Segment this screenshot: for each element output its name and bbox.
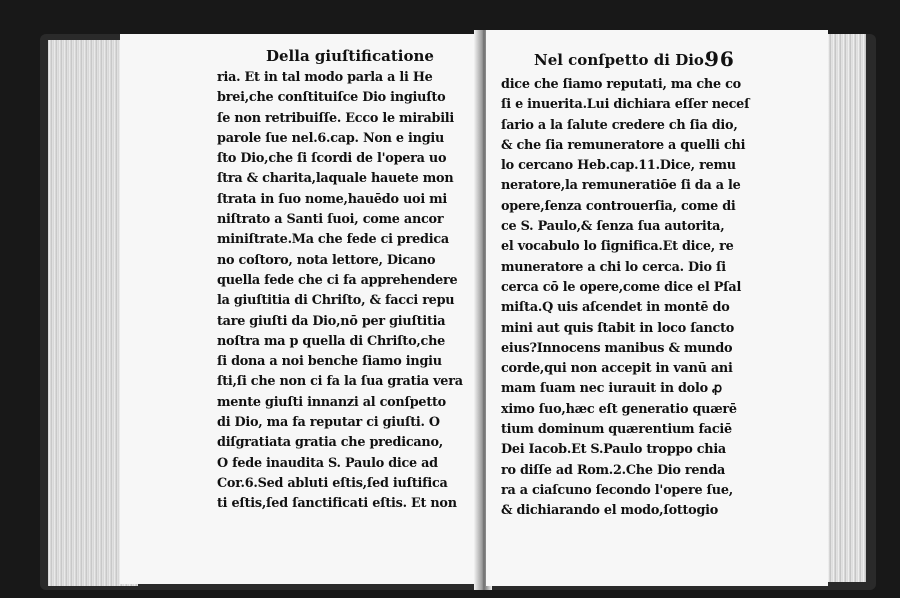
left-page-text — [217, 68, 465, 515]
text-line: Cor.6.Sed abluti eſtis,ſed iuſtifica — [217, 475, 448, 491]
text-line: ſtrata in ſuo nome,hauēdo uoi mi — [217, 191, 448, 207]
text-line: brei,che conſtituiſce Dio ingiuſto — [217, 90, 446, 106]
text-line: ximo ſuo,hæc eſt generatio quærē — [501, 401, 737, 417]
text-line: quella fede che ci fa apprehendere — [217, 272, 458, 288]
text-line: noſtra ma p quella di Chriſto,che — [217, 333, 446, 349]
text-line: & dichiarando el modo,ſottogio — [501, 503, 719, 519]
text-line: lo cercano Heb.cap.11.Dice, remu — [501, 158, 736, 174]
text-line: no coſtoro, nota lettore, Dicano — [217, 252, 436, 268]
text-line: ſti,ſi che non ci fa la ſua gratia vera — [217, 374, 463, 390]
text-line: neratore,la remuneratiōe ſi da a le — [501, 178, 741, 194]
text-line: ſto Dio,che ſi ſcordi de l'opera uo — [217, 151, 447, 167]
text-line: niſtrato a Santi ſuoi, come ancor — [217, 212, 444, 228]
text-line: parole ſue nel.6.cap. Non e ingiu — [217, 130, 445, 146]
left-running-head: Della giuſtificatione — [266, 47, 434, 65]
text-line: miniſtrate.Ma che fede ci predica — [217, 232, 449, 248]
text-line: tare giuſti da Dio,nō per giuſtitia — [217, 313, 446, 329]
text-line: ra a ciaſcuno ſecondo l'opere ſue, — [501, 482, 733, 498]
text-line: ſi dona a noi benche ſiamo ingiu — [217, 354, 442, 370]
text-line: diſgratiata gratia che predicano, — [217, 435, 443, 451]
right-page — [486, 30, 828, 586]
text-line: el vocabulo lo ſignifica.Et dice, re — [501, 239, 734, 255]
text-line: ſe non retribuiſſe. Ecco le mirabili — [217, 110, 455, 126]
text-line: ria. Et in tal modo parla a li He — [217, 70, 433, 85]
text-line: di Dio, ma fa reputar ci giuſti. O — [217, 415, 440, 431]
text-line: mam ſuam nec iurauit in dolo ꝓ — [501, 381, 722, 397]
text-line: ſi e inuerita.Lui dichiara eſſer neceſ — [501, 97, 750, 113]
text-line: ſtra & charita,laquale hauete mon — [217, 171, 454, 187]
text-line: O fede inaudita S. Paulo dice ad — [217, 455, 438, 471]
left-page — [120, 34, 480, 584]
text-line: cerca cō le opere,come dice el Pſal — [501, 279, 742, 295]
text-line: corde,qui non accepit in vanū ani — [501, 361, 733, 377]
text-line: muneratore a chi lo cerca. Dio ſi — [501, 259, 726, 275]
text-line: tium dominum quærentium faciē — [501, 422, 732, 438]
text-line: ce S. Paulo,& ſenza ſua autorita, — [501, 219, 725, 235]
text-line: mente giuſti innanzi al conſpetto — [217, 394, 446, 410]
text-line: & che ſia remuneratore a quelli chi — [501, 137, 746, 153]
text-line: eius?Innocens manibus & mundo — [501, 340, 733, 356]
text-line: ti eſtis,ſed ſanctificati eſtis. Et non — [217, 496, 457, 512]
right-page-text — [501, 75, 759, 522]
page-number: 96 — [705, 47, 735, 71]
text-line: la giuſtitia di Chriſto, & facci repu — [217, 293, 455, 309]
text-line: ro diſſe ad Rom.2.Che Dio renda — [501, 462, 726, 478]
text-line: mini aut quis ſtabit in loco ſancto — [501, 320, 735, 336]
text-line: ſario a la ſalute credere ch ſia dio, — [501, 117, 738, 133]
text-line: miſta.Q uis aſcendet in montē do — [501, 300, 730, 316]
right-running-head: Nel conſpetto di Dio. — [534, 51, 709, 69]
text-line: Dei Iacob.Et S.Paulo troppo chia — [501, 442, 726, 458]
text-line: dice che ſiamo reputati, ma che co — [501, 77, 741, 92]
right-page-edges — [822, 34, 866, 582]
text-line: opere,ſenza controuerſia, come di — [501, 198, 736, 214]
